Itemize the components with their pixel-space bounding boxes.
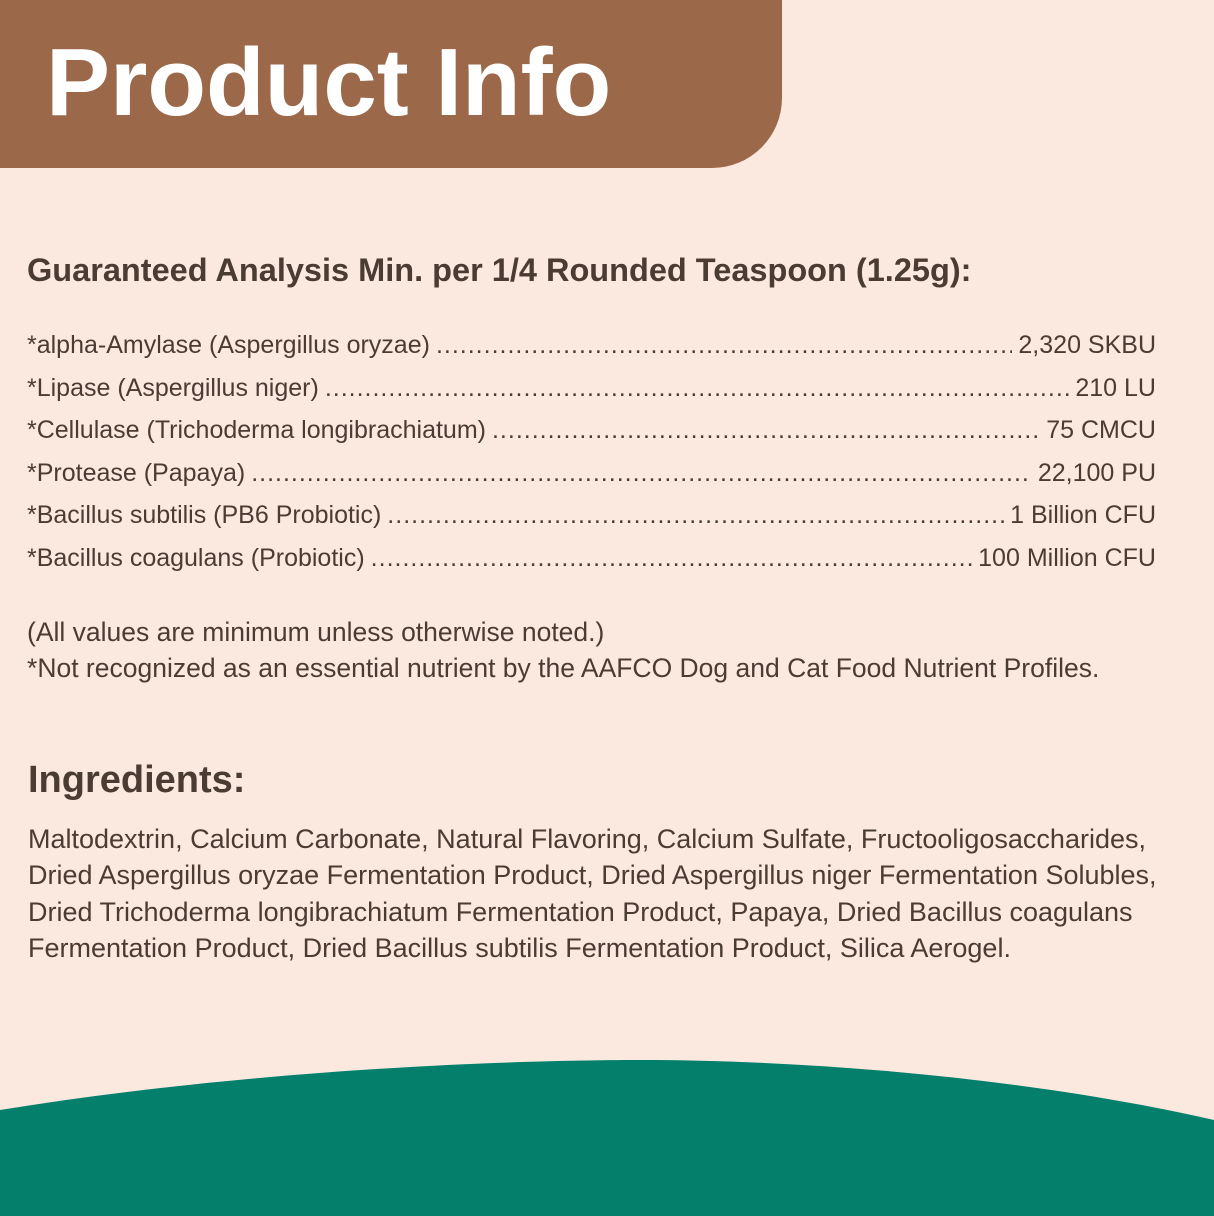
ingredients-list: Maltodextrin, Calcium Carbonate, Natural Flavoring, Calcium Sulfate, Fructooligosaccharides, Dried Aspergillus oryzae Fermentation Product, Dried Aspergillus niger Fermentation Solubles, Dried Trichoderma longibrachiatum Fermentation Product, Papaya, Dried Bacillus coagulans Fermentation Product, Dried Bacillus subtilis Fermentation Product, Silica Aerogel. [28,824,1157,964]
footer-wave-shape [0,1060,1214,1216]
analysis-row-name: *Bacillus coagulans (Probiotic) [27,543,365,572]
analysis-row-name: *Bacillus subtilis (PB6 Probiotic) [27,501,382,530]
analysis-row-name: *Protease (Papaya) [27,458,246,487]
analysis-row-value: 22,100 PU [1037,458,1156,487]
analysis-row-value: 1 Billion CFU [1010,501,1156,530]
analysis-row-name: *Cellulase (Trichoderma longibrachiatum) [27,416,486,445]
analysis-row [27,331,1156,374]
analysis-row-value: 100 Million CFU [978,543,1156,572]
dot-leader [325,374,1070,403]
analysis-row [27,544,1156,587]
dot-leader [371,544,972,573]
page-title: Product Info [46,29,612,136]
analysis-row [27,416,1156,459]
dot-leader [492,416,1040,445]
dot-leader [436,331,1012,360]
analysis-row-value: 210 LU [1075,373,1156,402]
minimum-values-note: (All values are minimum unless otherwise noted.) [27,617,605,647]
guaranteed-analysis-heading: Guaranteed Analysis Min. per 1/4 Rounded Teaspoon (1.25g): [27,252,972,288]
analysis-row [27,374,1156,417]
analysis-row-name: *alpha-Amylase (Aspergillus oryzae) [27,331,430,359]
analysis-row-value: 75 CMCU [1046,416,1156,445]
ingredients-heading: Ingredients: [28,759,246,801]
analysis-row-value: 2,320 SKBU [1018,331,1156,359]
dot-leader [387,501,1004,530]
aafco-disclaimer: *Not recognized as an essential nutrient by the AAFCO Dog and Cat Food Nutrient Profiles. [27,653,1100,683]
guaranteed-analysis-list [27,331,1156,587]
analysis-row-name: *Lipase (Aspergillus niger) [27,373,319,402]
analysis-row [27,501,1156,544]
dot-leader [251,459,1032,488]
footer-wave [0,1060,1214,1216]
analysis-row [27,459,1156,502]
